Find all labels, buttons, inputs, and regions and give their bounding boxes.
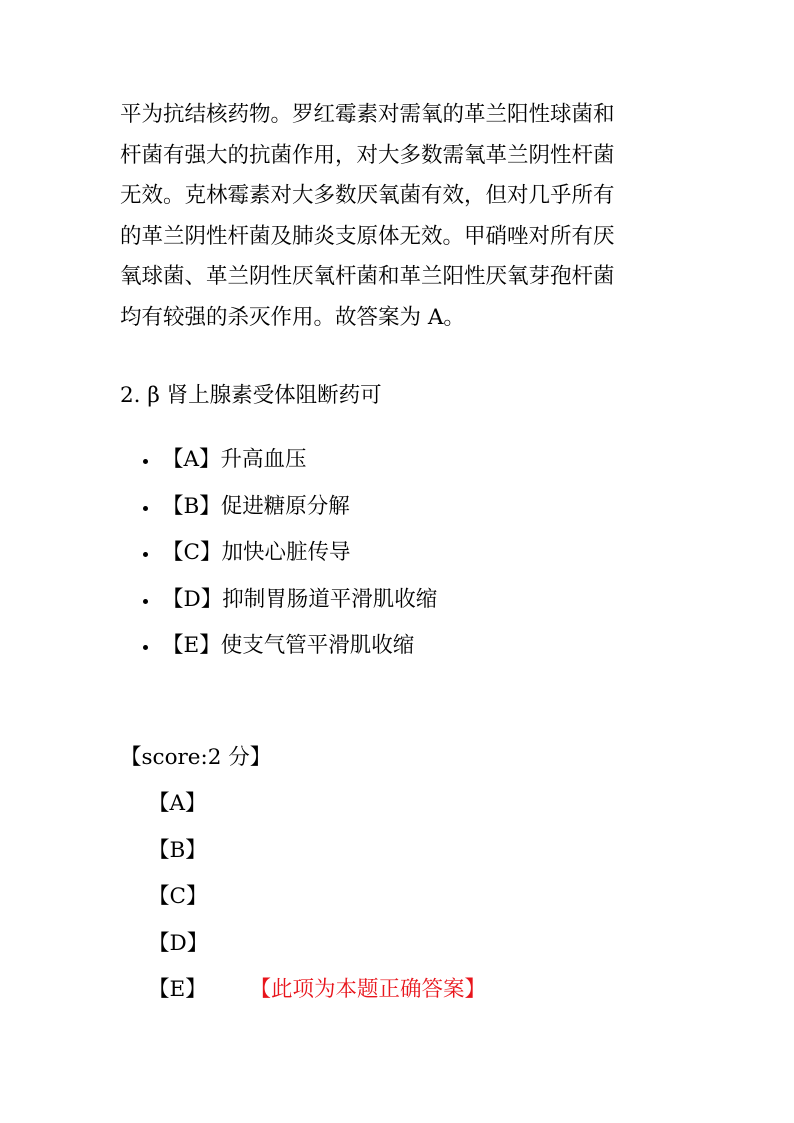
option-label: 【A】升高血压	[162, 447, 307, 472]
option-item-a	[140, 440, 437, 487]
answer-label: 【C】	[148, 884, 208, 909]
answer-list	[148, 784, 486, 1017]
option-label: 【C】加快心脏传导	[162, 540, 351, 565]
bullet-icon	[143, 459, 148, 464]
correct-answer-marker: 【此项为本题正确答案】	[249, 977, 487, 1002]
explanation-paragraph	[120, 95, 680, 338]
option-label: 【E】使支气管平滑肌收缩	[162, 633, 415, 658]
answer-label: 【B】	[148, 837, 207, 863]
answer-item-d	[148, 924, 486, 971]
explanation-line: 无效。克林霉素对大多数厌氧菌有效，但对几乎所有	[120, 183, 615, 208]
answer-item-e	[148, 970, 486, 1017]
option-item-e	[140, 626, 437, 673]
option-item-b	[140, 487, 437, 534]
option-list	[140, 440, 437, 673]
explanation-line: 均有较强的杀灭作用。故答案为 A。	[120, 304, 465, 330]
answer-label: 【E】	[148, 977, 207, 1002]
option-label: 【B】促进糖原分解	[162, 493, 350, 519]
answer-item-c	[148, 877, 486, 924]
option-item-c	[140, 533, 437, 580]
answer-item-a	[148, 784, 486, 831]
question-text: 2. β 肾上腺素受体阻断药可	[120, 383, 382, 408]
bullet-icon	[143, 506, 148, 511]
answer-label: 【A】	[148, 791, 207, 816]
bullet-icon	[143, 599, 148, 604]
explanation-line: 氧球菌、革兰阴性厌氧杆菌和革兰阳性厌氧芽孢杆菌	[120, 264, 615, 289]
explanation-line: 的革兰阴性杆菌及肺炎支原体无效。甲硝唑对所有厌	[120, 223, 615, 249]
score-label: 【score:2 分】	[120, 745, 272, 770]
option-item-d	[140, 580, 437, 627]
answer-label: 【D】	[148, 930, 209, 956]
explanation-line: 杆菌有强大的抗菌作用，对大多数需氧革兰阴性杆菌	[120, 142, 615, 168]
answer-item-b	[148, 831, 486, 878]
option-label: 【D】抑制胃肠道平滑肌收缩	[162, 586, 438, 612]
explanation-line: 平为抗结核药物。罗红霉素对需氧的革兰阳性球菌和	[120, 102, 615, 127]
bullet-icon	[143, 645, 148, 650]
bullet-icon	[143, 552, 148, 557]
